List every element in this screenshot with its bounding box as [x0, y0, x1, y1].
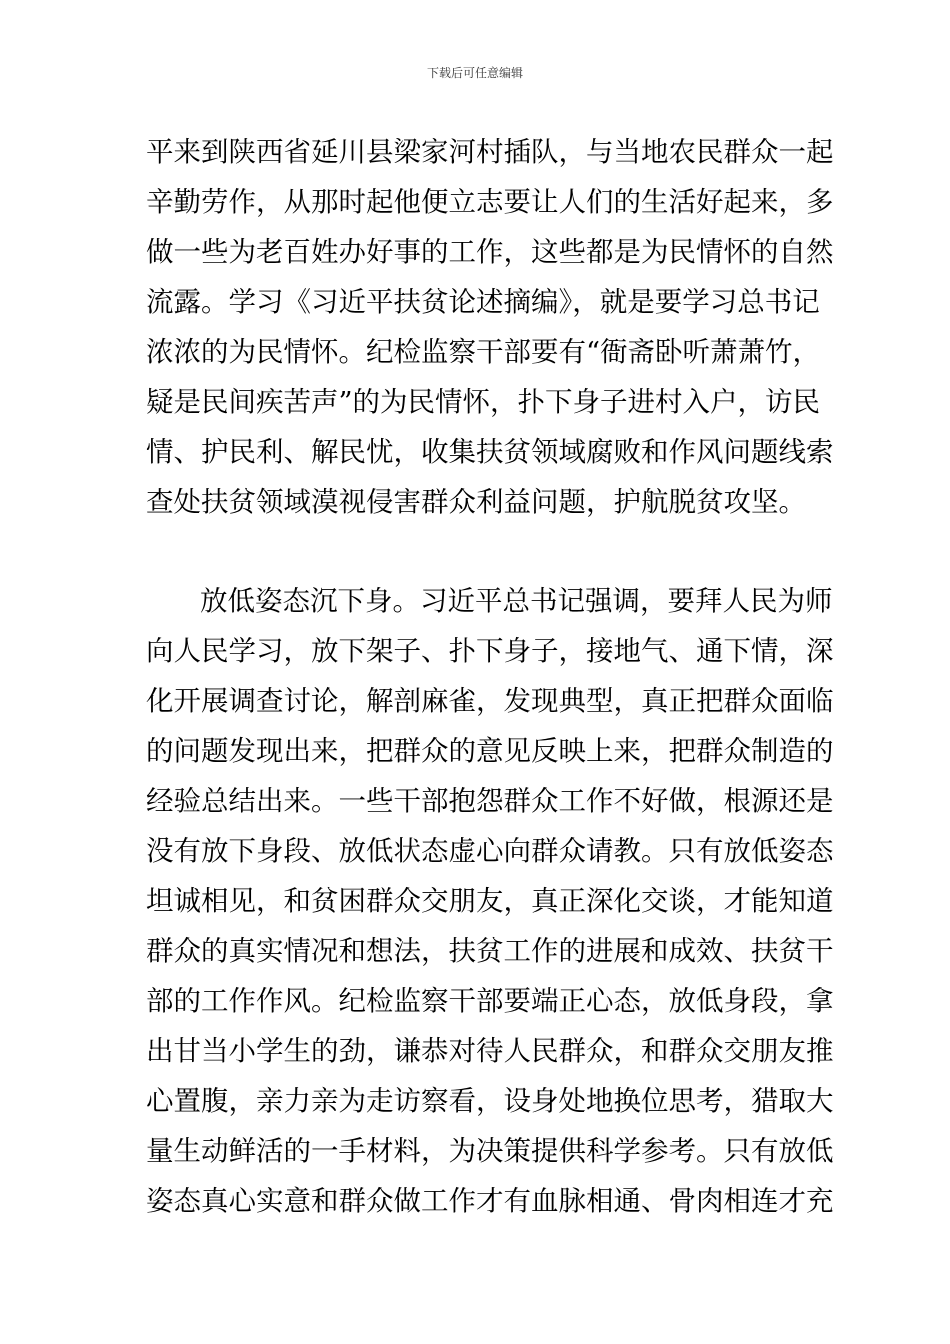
text-line: 情、护民利、解民忧，收集扶贫领域腐败和作风问题线索 — [146, 436, 834, 468]
paragraph-2 — [146, 576, 834, 1226]
text-line: 放低姿态沉下身。习近平总书记强调，要拜人民为师 — [200, 585, 833, 617]
text-line: 经验总结出来。一些干部抱怨群众工作不好做，根源还是 — [146, 785, 834, 817]
text-line: 量生动鲜活的一手材料，为决策提供科学参考。只有放低 — [146, 1135, 834, 1167]
text-line: 姿态真心实意和群众做工作才有血脉相通、骨肉相连才充 — [146, 1185, 834, 1217]
document-body — [146, 127, 834, 1226]
text-line: 流露。学习《习近平扶贫论述摘编》，就是要学习总书记 — [146, 286, 820, 318]
text-line: 做一些为老百姓办好事的工作，这些都是为民情怀的自然 — [146, 236, 834, 268]
text-line: 的问题发现出来，把群众的意见反映上来，把群众制造的 — [146, 735, 834, 767]
text-line: 平来到陕西省延川县梁家河村插队，与当地农民群众一起 — [146, 136, 834, 168]
page-header: 下载后可任意编辑 — [426, 66, 523, 80]
text-line: 查处扶贫领域漠视侵害群众利益问题，护航脱贫攻坚。 — [146, 486, 806, 518]
text-line: 群众的真实情况和想法，扶贫工作的进展和成效、扶贫干 — [146, 935, 834, 967]
text-line: 辛勤劳作，从那时起他便立志要让人们的生活好起来，多 — [146, 186, 834, 218]
paragraph-1 — [146, 127, 834, 527]
text-line: 坦诚相见，和贫困群众交朋友，真正深化交谈，才能知道 — [146, 885, 834, 917]
text-line: 出甘当小学生的劲，谦恭对待人民群众，和群众交朋友推 — [146, 1035, 834, 1067]
text-line: 没有放下身段、放低状态虚心向群众请教。只有放低姿态 — [146, 835, 834, 867]
text-line: 化开展调查讨论，解剖麻雀，发现典型，真正把群众面临 — [146, 685, 834, 717]
text-line: 疑是民间疾苦声”的为民情怀，扑下身子进村入户，访民 — [146, 386, 821, 418]
text-line: 浓浓的为民情怀。纪检监察干部要有“衙斋卧听萧萧竹， — [146, 336, 821, 368]
text-line: 心置腹，亲力亲为走访察看，设身处地换位思考，猎取大 — [146, 1085, 834, 1117]
text-line: 部的工作作风。纪检监察干部要端正心态，放低身段，拿 — [146, 985, 834, 1017]
text-line: 向人民学习，放下架子、扑下身子，接地气、通下情，深 — [146, 635, 834, 667]
paragraph-gap — [146, 527, 810, 576]
